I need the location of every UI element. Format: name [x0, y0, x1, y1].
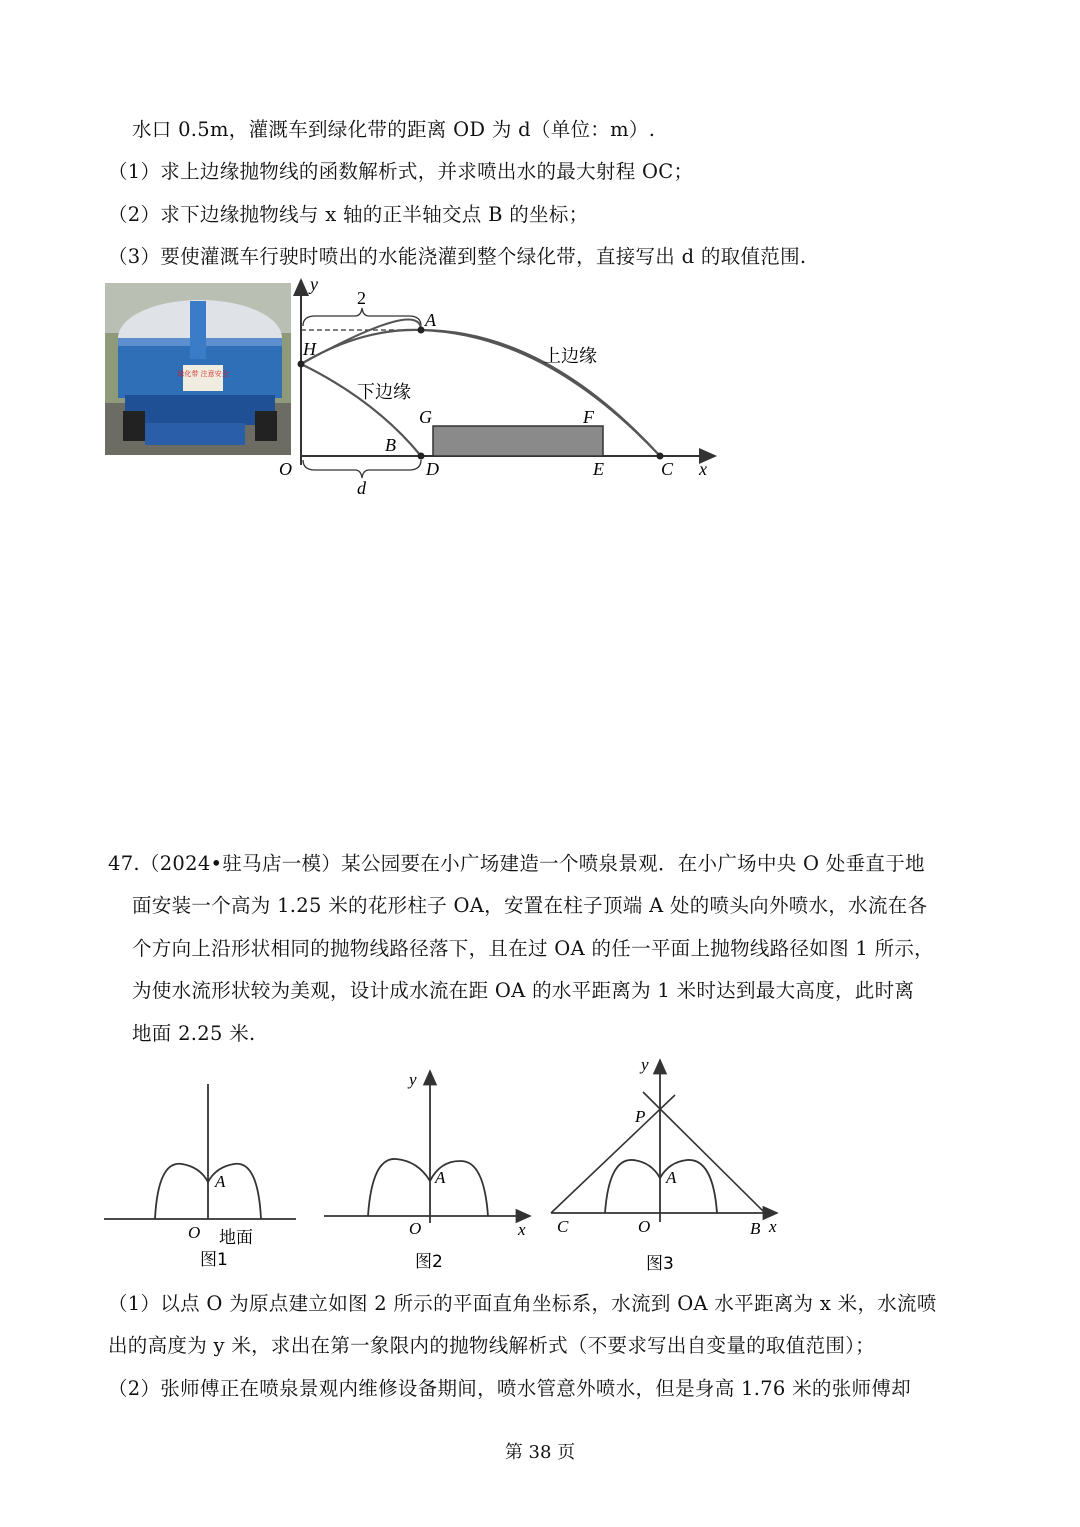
q47-part1b: 出的高度为 y 米，求出在第一象限内的抛物线解析式（不要求写出自变量的取值范围）；	[108, 1334, 875, 1357]
q47-line4: 为使水流形状较为美观，设计成水流在距 OA 的水平距离为 1 米时达到最大高度，此时离	[132, 979, 915, 1002]
fig3-label-c: C	[557, 1217, 569, 1236]
q46-part3: （3）要使灌溉车行驶时喷出的水能浇灌到整个绿化带，直接写出 d 的取值范围.	[108, 245, 807, 268]
point-h	[298, 361, 305, 368]
label-d-distance: d	[357, 478, 366, 498]
fig2-caption: 图2	[415, 1252, 443, 1272]
q46-line0: 水口 0.5m，灌溉车到绿化带的距离 OD 为 d（单位：m）.	[132, 118, 656, 141]
q47-line2: 面安装一个高为 1.25 米的花形柱子 OA，安置在柱子顶端 A 处的喷头向外喷水，水流在各	[132, 894, 928, 917]
fig3-label-y: y	[641, 1055, 649, 1074]
fig2-label-o: O	[409, 1219, 422, 1238]
sprinkler-truck-photo	[105, 283, 291, 455]
x-axis-label: x	[699, 459, 707, 479]
fig3-label-a: A	[666, 1168, 677, 1187]
label-lower-edge: 下边缘	[357, 382, 411, 403]
point-b	[418, 453, 425, 460]
label-upper-edge: 上边缘	[543, 346, 597, 367]
fountain-fig1	[100, 1078, 300, 1273]
fig1-label-o: O	[188, 1223, 201, 1242]
fig3-label-x: x	[769, 1217, 777, 1236]
fig2-label-x: x	[518, 1220, 526, 1239]
lower-edge-parabola	[301, 364, 421, 456]
q47-line5: 地面 2.25 米.	[132, 1022, 256, 1045]
fig1-caption: 图1	[200, 1250, 228, 1270]
fig3-caption: 图3	[646, 1254, 674, 1274]
label-o: O	[279, 459, 292, 479]
fig1-ground-label: 地面	[219, 1228, 253, 1248]
q46-part2: （2）求下边缘抛物线与 x 轴的正半轴交点 B 的坐标；	[108, 203, 589, 226]
q47-line1: 47.（2024•驻马店一模）某公园要在小广场建造一个喷泉景观．在小广场中央 O 处垂直于地	[108, 852, 925, 875]
label-h: H	[303, 339, 316, 359]
fig2-label-a: A	[435, 1168, 446, 1187]
label-e: E	[593, 459, 604, 479]
fountain-fig3	[545, 1050, 790, 1275]
point-a	[418, 327, 425, 334]
q46-part1: （1）求上边缘抛物线的函数解析式，并求喷出水的最大射程 OC；	[108, 160, 694, 183]
label-c: C	[661, 459, 674, 479]
label-d: D	[426, 459, 439, 479]
fig3-label-o: O	[638, 1217, 651, 1236]
fountain-fig2	[320, 1063, 540, 1275]
fig1-label-a: A	[215, 1172, 226, 1191]
label-a: A	[425, 310, 436, 330]
label-f: F	[583, 407, 594, 427]
q47-line3: 个方向上沿形状相同的抛物线路径落下，且在过 OA 的任一平面上抛物线路径如图 1 所示，	[132, 937, 934, 960]
brace-top	[303, 308, 421, 326]
label-g: G	[419, 407, 432, 427]
fig2-label-y: y	[409, 1070, 417, 1089]
q46-figure	[275, 270, 735, 500]
green-belt-rect	[433, 426, 603, 456]
label-b: B	[385, 435, 396, 455]
y-axis-label: y	[310, 274, 318, 294]
q47-part1a: （1）以点 O 为原点建立如图 2 所示的平面直角坐标系，水流到 OA 水平距离为 x 米，水流喷	[108, 1292, 937, 1315]
brace-label-2: 2	[357, 288, 366, 308]
page-footer: 第 38 页	[504, 1442, 576, 1463]
fig3-label-b: B	[750, 1219, 761, 1238]
q47-part2: （2）张师傅正在喷泉景观内维修设备期间，喷水管意外喷水，但是身高 1.76 米的张师傅却	[108, 1377, 911, 1400]
brace-bottom	[303, 460, 421, 478]
photo-sign-text: 绿化带 注意安全	[177, 370, 229, 378]
fig3-label-p: P	[635, 1107, 646, 1126]
